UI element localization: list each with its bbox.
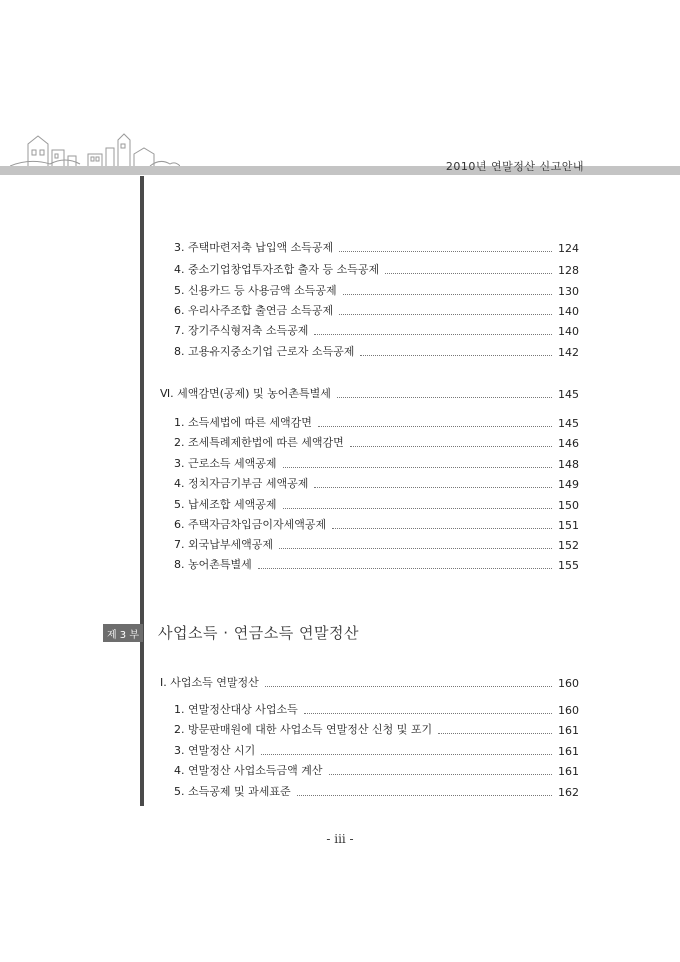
toc-entry-page: 161 [558, 765, 579, 778]
toc-leader-dots [385, 273, 552, 274]
toc-entry-title: 4. 중소기업창업투자조합 출자 등 소득공제 [174, 263, 380, 276]
toc-entry-title: 3. 근로소득 세액공제 [174, 457, 277, 470]
toc-entry-title: 5. 신용카드 등 사용금액 소득공제 [174, 284, 337, 297]
toc-entry[interactable] [174, 263, 579, 277]
toc-entry-title: 2. 방문판매원에 대한 사업소득 연말정산 신청 및 포기 [174, 723, 433, 736]
toc-entry-title: 4. 정치자금기부금 세액공제 [174, 477, 309, 490]
toc-leader-dots [360, 355, 552, 356]
toc-entry-page: 155 [558, 559, 579, 572]
toc-leader-dots [329, 774, 553, 775]
toc-entry-title: 7. 장기주식형저축 소득공제 [174, 324, 309, 337]
toc-leader-dots [339, 314, 552, 315]
header-title: 2010년 연말정산 신고안내 [445, 160, 584, 173]
toc-leader-dots [283, 508, 553, 509]
house-skyline-logo [10, 128, 180, 170]
toc-entry[interactable] [174, 284, 579, 298]
toc-entry[interactable] [174, 436, 579, 450]
toc-entry-title: 8. 농어촌특별세 [174, 558, 252, 571]
toc-entry[interactable] [174, 241, 579, 255]
toc-entry-title: 2. 조세특례제한법에 따른 세액감면 [174, 436, 344, 449]
toc-entry[interactable] [174, 345, 579, 359]
toc-entry-page: 150 [558, 499, 579, 512]
toc-leader-dots [283, 467, 553, 468]
toc-leader-dots [258, 568, 552, 569]
part-title: 사업소득 · 연금소득 연말정산 [158, 624, 359, 642]
toc-leader-dots [318, 426, 552, 427]
toc-entry-page: 151 [558, 519, 579, 532]
toc-entry-title: 6. 우리사주조합 출연금 소득공제 [174, 304, 334, 317]
toc-entry[interactable] [174, 304, 579, 318]
toc-entry[interactable] [174, 703, 579, 717]
toc-entry-page: 128 [558, 264, 579, 277]
toc-leader-dots [279, 548, 552, 549]
toc-entry[interactable] [174, 785, 579, 799]
toc-entry[interactable] [174, 723, 579, 737]
toc-entry-title: 4. 연말정산 사업소득금액 계산 [174, 764, 323, 777]
toc-leader-dots [343, 294, 552, 295]
toc-entry-title: 6. 주택자금차입금이자세액공제 [174, 518, 327, 531]
toc-entry[interactable] [174, 457, 579, 471]
toc-entry-title: 8. 고용유지중소기업 근로자 소득공제 [174, 345, 355, 358]
toc-leader-dots [337, 397, 552, 398]
toc-entry[interactable] [174, 744, 579, 758]
toc-entry-title: 3. 연말정산 시기 [174, 744, 256, 757]
toc-chapter-page: 160 [558, 677, 579, 690]
toc-entry-title: 5. 소득공제 및 과세표준 [174, 785, 291, 798]
toc-entry-page: 149 [558, 478, 579, 491]
toc-entry[interactable] [174, 764, 579, 778]
toc-entry-page: 124 [558, 242, 579, 255]
page-number: - iii - [326, 832, 354, 846]
toc-entry[interactable] [174, 558, 579, 572]
toc-entry-page: 161 [558, 745, 579, 758]
toc-entry-title: 1. 연말정산대상 사업소득 [174, 703, 298, 716]
toc-leader-dots [304, 713, 552, 714]
toc-leader-dots [350, 446, 552, 447]
toc-entry-title: 3. 주택마련저축 납입액 소득공제 [174, 241, 334, 254]
toc-entry-page: 146 [558, 437, 579, 450]
toc-entry-title: 1. 소득세법에 따른 세액감면 [174, 416, 312, 429]
toc-chapter-page: 145 [558, 388, 579, 401]
toc-entry[interactable] [174, 498, 579, 512]
toc-entry-page: 162 [558, 786, 579, 799]
toc-leader-dots [261, 754, 552, 755]
toc-leader-dots [265, 686, 552, 687]
toc-entry[interactable] [174, 477, 579, 491]
toc-entry-page: 145 [558, 417, 579, 430]
toc-entry-page: 140 [558, 325, 579, 338]
toc-entry-page: 130 [558, 285, 579, 298]
toc-entry-page: 160 [558, 704, 579, 717]
toc-entry[interactable] [174, 416, 579, 430]
toc-chapter-entry[interactable] [160, 387, 579, 401]
toc-leader-dots [314, 334, 552, 335]
toc-entry-title: 5. 납세조합 세액공제 [174, 498, 277, 511]
toc-entry[interactable] [174, 538, 579, 552]
toc-leader-dots [438, 733, 552, 734]
toc-leader-dots [297, 795, 552, 796]
toc-entry-page: 148 [558, 458, 579, 471]
toc-entry[interactable] [174, 518, 579, 532]
vertical-rule [140, 176, 144, 806]
toc-entry[interactable] [174, 324, 579, 338]
toc-entry-page: 161 [558, 724, 579, 737]
toc-entry-title: 7. 외국납부세액공제 [174, 538, 273, 551]
toc-entry-page: 140 [558, 305, 579, 318]
toc-leader-dots [339, 251, 552, 252]
part-badge: 제 3 부 [103, 624, 143, 642]
toc-entry-page: 142 [558, 346, 579, 359]
toc-chapter-title: Ⅰ. 사업소득 연말정산 [160, 676, 259, 689]
toc-leader-dots [332, 528, 552, 529]
toc-leader-dots [314, 487, 552, 488]
toc-chapter-entry[interactable] [160, 676, 579, 690]
toc-chapter-title: Ⅵ. 세액감면(공제) 및 농어촌특별세 [160, 387, 331, 400]
toc-entry-page: 152 [558, 539, 579, 552]
